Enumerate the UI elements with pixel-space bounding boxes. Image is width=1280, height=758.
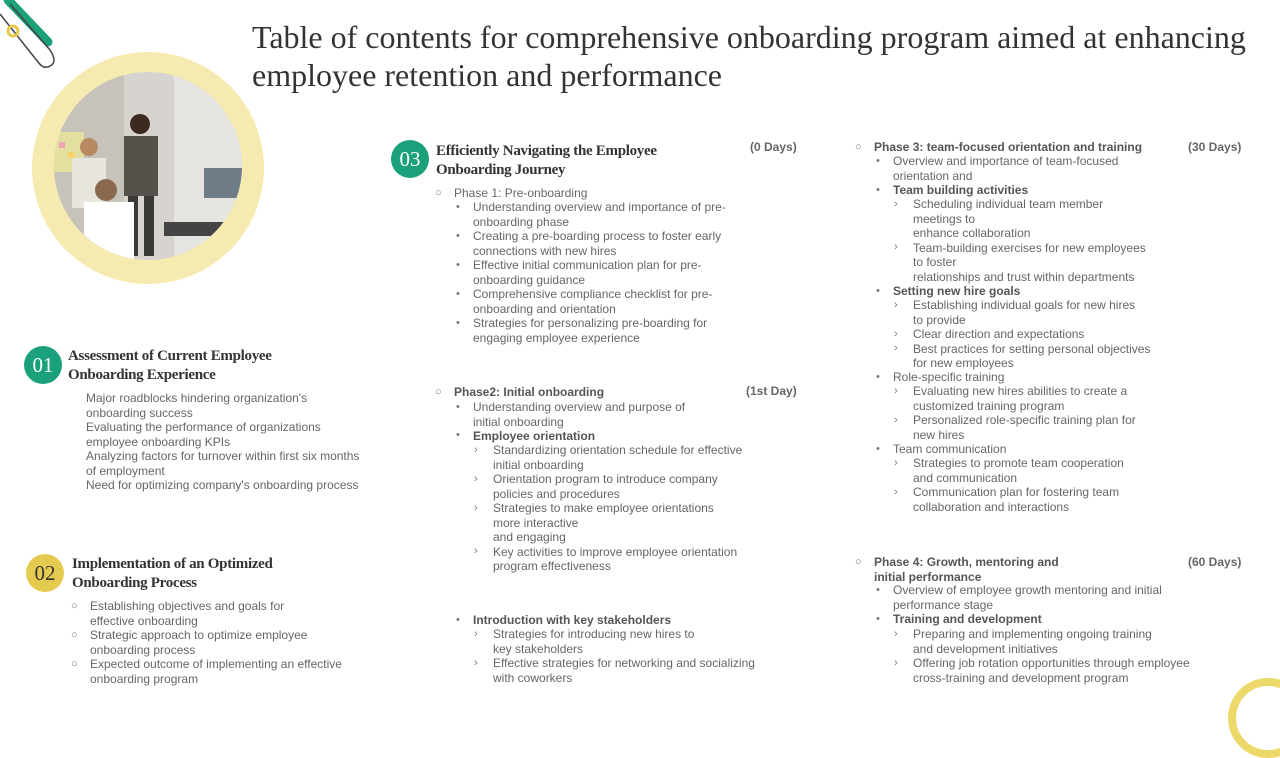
team-meeting-photo <box>54 72 242 260</box>
phase-item-list: Understanding overview and purpose of initial onboarding Employee orientation <box>473 400 686 443</box>
phase-item: Role-specific training <box>893 370 1005 384</box>
sub-bullet-marker: › <box>894 342 898 354</box>
section-number-badge: 02 <box>26 554 64 592</box>
timeline-days: (0 Days) <box>750 140 797 154</box>
timeline-days: (30 Days) <box>1188 140 1242 154</box>
bullet-marker: • <box>876 371 880 383</box>
phase-subitem-list: Scheduling individual team member meetings to enhance collaboration Team-building exercises for new employees to foster relationships and trust within departments <box>913 197 1146 284</box>
phase-subitem-list: Evaluating new hires abilities to create a customized training program Personalized role-specific training plan for new hires <box>913 384 1136 442</box>
phase-subitem-list: Strategies for introducing new hires to key stakeholders Effective strategies for networking and socializing with coworkers <box>493 627 755 685</box>
phase-item: Setting new hire goals <box>893 284 1021 298</box>
bullet-marker: • <box>456 259 460 271</box>
sub-bullet-marker: › <box>474 502 478 514</box>
sub-bullet-marker: › <box>894 385 898 397</box>
corner-ring-decoration <box>1228 678 1280 758</box>
circle-bullet: ○ <box>71 658 78 670</box>
phase-item-list: Overview and importance of team-focused orientation and Team building activities <box>893 154 1119 197</box>
bullet-marker: • <box>876 584 880 596</box>
sub-bullet-marker: › <box>474 657 478 669</box>
section-title[interactable]: Assessment of Current Employee Onboarding Experience <box>68 348 272 383</box>
section-item-list: Major roadblocks hindering organization's onboarding success Evaluating the performance of organizations employee onboarding KPIs Analyzing factors for turnover within first six months of employment Need for optimizing company's onboarding process <box>86 391 360 492</box>
sub-bullet-marker: › <box>894 299 898 311</box>
circle-bullet: ○ <box>435 187 442 199</box>
bullet-marker: • <box>876 443 880 455</box>
sub-bullet-marker: › <box>474 628 478 640</box>
page-title: Table of contents for comprehensive onboarding program aimed at enhancing employee retention and performance <box>252 19 1246 93</box>
sub-bullet-marker: › <box>474 444 478 456</box>
sub-bullet-marker: › <box>894 657 898 669</box>
sub-bullet-marker: › <box>894 628 898 640</box>
phase-item: Team communication <box>893 442 1007 456</box>
sub-bullet-marker: › <box>894 457 898 469</box>
sub-bullet-marker: › <box>894 241 898 253</box>
bullet-marker: • <box>456 401 460 413</box>
timeline-days: (1st Day) <box>746 384 797 398</box>
bullet-marker: • <box>876 184 880 196</box>
phase-subitem-list: Establishing individual goals for new hires to provide Clear direction and expectations Best practices for setting personal objectives for new employees <box>913 298 1151 370</box>
timeline-days: (60 Days) <box>1188 555 1242 569</box>
section-title[interactable]: Efficiently Navigating the Employee Onboarding Journey <box>436 143 657 178</box>
phase-heading: Phase 1: Pre-onboarding <box>454 186 588 200</box>
bullet-marker: • <box>876 155 880 167</box>
bullet-marker: • <box>456 201 460 213</box>
bullet-marker: • <box>876 285 880 297</box>
phase-item-list: Understanding overview and importance of pre- onboarding phase Creating a pre-boarding process to foster early connections with new hires Effective initial communication plan for pre- onboarding guidance Comprehensive compliance checklist for pre- onboarding and orientation Strategies for personalizing pre-boarding for engaging employee experience <box>473 200 726 345</box>
bullet-marker: • <box>456 429 460 441</box>
phase-heading: Phase 4: Growth, mentoring and initial performance <box>874 555 1059 584</box>
circle-bullet: ○ <box>855 556 862 568</box>
section-number-badge: 03 <box>391 140 429 178</box>
phase-heading: Phase2: Initial onboarding <box>454 385 605 399</box>
phase-subitem-list: Standardizing orientation schedule for effective initial onboarding Orientation program to introduce company policies and procedures Strategies to make employee orientations more interactive and engaging Key activities to improve employee orientation program effectiveness <box>493 443 743 573</box>
phase-subitem-list: Preparing and implementing ongoing training and development initiatives Offering job rotation opportunities through employee cross-training and development program <box>913 627 1190 685</box>
sub-bullet-marker: › <box>474 545 478 557</box>
phase-item: Introduction with key stakeholders <box>473 613 672 627</box>
circle-bullet: ○ <box>71 600 78 612</box>
paperclip-decoration <box>0 0 70 75</box>
sub-bullet-marker: › <box>894 328 898 340</box>
bullet-marker: • <box>876 613 880 625</box>
section-number-badge: 01 <box>24 346 62 384</box>
sub-bullet-marker: › <box>894 414 898 426</box>
sub-bullet-marker: › <box>474 473 478 485</box>
circle-bullet: ○ <box>71 629 78 641</box>
bullet-marker: • <box>456 230 460 242</box>
circle-bullet: ○ <box>855 141 862 153</box>
section-item-list: Establishing objectives and goals for effective onboarding Strategic approach to optimize employee onboarding process Expected outcome of implementing an effective onboarding program <box>90 599 342 686</box>
phase-item-list: Overview of employee growth mentoring and initial performance stage Training and development <box>893 583 1162 626</box>
section-title[interactable]: Implementation of an Optimized Onboarding Process <box>72 556 273 591</box>
phase-subitem-list: Strategies to promote team cooperation and communication Communication plan for fostering team collaboration and interactions <box>913 456 1124 514</box>
bullet-marker: • <box>456 317 460 329</box>
bullet-marker: • <box>456 614 460 626</box>
circle-bullet: ○ <box>435 386 442 398</box>
sub-bullet-marker: › <box>894 198 898 210</box>
bullet-marker: • <box>456 288 460 300</box>
sub-bullet-marker: › <box>894 486 898 498</box>
phase-heading: Phase 3: team-focused orientation and training <box>874 140 1143 154</box>
